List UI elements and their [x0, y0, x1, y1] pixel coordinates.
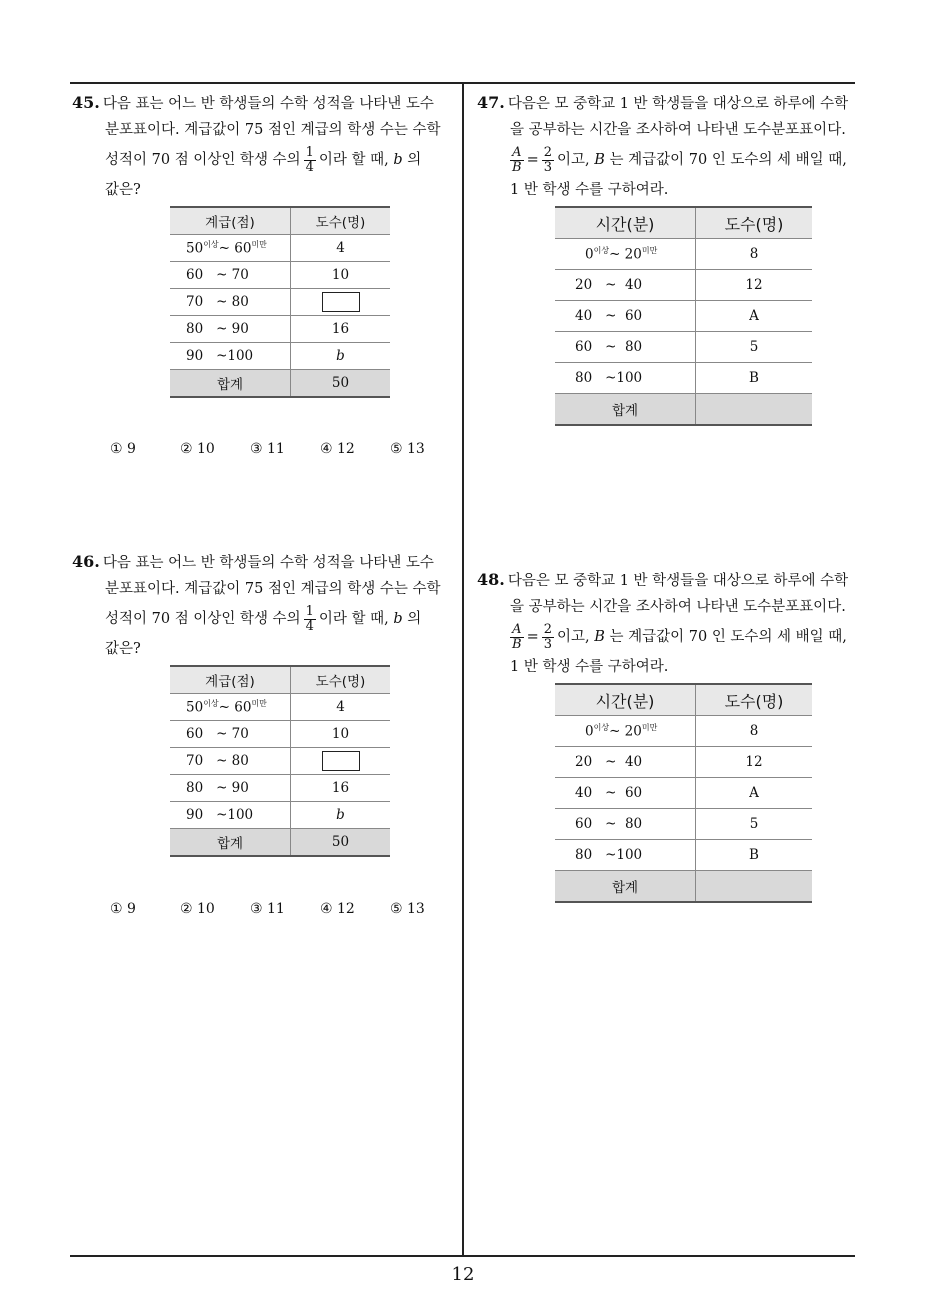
class-cell — [170, 721, 291, 748]
problem-text: 이라 할 때, — [318, 152, 389, 168]
header-frequency: 도수(명) — [696, 207, 813, 239]
table-row — [170, 343, 390, 370]
class-to: 100 — [616, 847, 643, 863]
class-from: 80 — [186, 780, 204, 796]
class-tilde: ~ — [216, 780, 228, 796]
frequency-cell: B — [696, 840, 813, 871]
frequency-cell — [291, 748, 391, 775]
class-to: 100 — [227, 807, 254, 823]
total-label: 합계 — [555, 871, 696, 903]
frequency-cell: 4 — [291, 235, 391, 262]
problem-47-line-4 — [477, 177, 862, 203]
fraction — [542, 623, 554, 652]
fraction — [304, 146, 316, 175]
class-tilde: ~ — [216, 726, 228, 742]
fraction-numerator: 2 — [543, 144, 552, 160]
problem-text: 이고, — [557, 629, 590, 645]
frequency-cell: 12 — [696, 747, 813, 778]
class-from: 70 — [186, 294, 204, 310]
class-tilde: ~ — [216, 321, 228, 337]
table-row — [555, 270, 812, 301]
class-to: 100 — [616, 370, 643, 386]
fraction — [304, 605, 316, 634]
problem-text: 이라 할 때, — [318, 611, 389, 627]
choice-2[interactable]: ② 10 — [180, 901, 215, 917]
problem-text: 을 공부하는 시간을 조사하여 나타낸 도수분포표이다. — [510, 599, 846, 615]
fraction-a-over-b — [510, 623, 524, 652]
problem-48-line-1 — [477, 567, 862, 594]
fraction-denominator: 4 — [305, 159, 314, 175]
class-sup: 미만 — [251, 699, 267, 709]
class-sup: 미만 — [641, 246, 658, 256]
class-cell — [555, 716, 696, 747]
frequency-cell: b — [291, 343, 391, 370]
class-cell — [555, 363, 696, 394]
frequency-cell: 5 — [696, 809, 813, 840]
class-to: 70 — [231, 267, 249, 283]
problem-46-line-4 — [72, 636, 457, 662]
table-row — [555, 239, 812, 270]
class-tilde: ~ — [605, 754, 617, 770]
class-cell — [555, 778, 696, 809]
header-frequency: 도수(명) — [696, 684, 813, 716]
header-class: 시간(분) — [555, 684, 696, 716]
class-cell — [555, 332, 696, 363]
variable: b — [393, 611, 403, 627]
table-row — [555, 363, 812, 394]
class-to: 100 — [227, 348, 254, 364]
class-tilde: ~ — [605, 847, 617, 863]
table-total-row — [170, 370, 390, 398]
class-to: 60 — [624, 785, 643, 801]
frequency-cell: 5 — [696, 332, 813, 363]
fraction-denominator: B — [512, 636, 522, 652]
problem-text: 다음은 모 중학교 1 반 학생들을 대상으로 하루에 수학 — [507, 96, 849, 112]
class-from: 90 — [186, 348, 204, 364]
equals-sign: = — [526, 152, 539, 168]
table-row — [555, 840, 812, 871]
equals-sign: = — [526, 629, 539, 645]
table-row — [170, 289, 390, 316]
class-cell — [170, 316, 291, 343]
class-tilde: ~ — [605, 785, 617, 801]
problem-45-line-4 — [72, 177, 457, 203]
choice-2[interactable]: ② 10 — [180, 441, 215, 457]
frequency-cell: A — [696, 778, 813, 809]
total-value: 50 — [291, 829, 391, 857]
table-row — [170, 316, 390, 343]
class-to: 80 — [624, 816, 643, 832]
problem-text: 1 반 학생 수를 구하여라. — [510, 182, 669, 198]
class-from: 0 — [585, 246, 594, 263]
frequency-cell: 8 — [696, 716, 813, 747]
problem-46-line-3 — [72, 602, 457, 636]
class-from: 60 — [186, 726, 204, 742]
choice-5[interactable]: ⑤ 13 — [390, 441, 425, 457]
problem-number: 45. — [72, 93, 100, 112]
frequency-cell: 8 — [696, 239, 813, 270]
class-from: 60 — [575, 339, 593, 355]
class-tilde: ~ — [605, 308, 617, 324]
header-frequency: 도수(명) — [291, 207, 391, 235]
problem-45 — [72, 90, 457, 203]
problem-text: 1 반 학생 수를 구하여라. — [510, 659, 669, 675]
frequency-cell: 10 — [291, 721, 391, 748]
class-from: 50 — [186, 699, 204, 716]
choice-3[interactable]: ③ 11 — [250, 901, 285, 917]
class-tilde: ~ — [216, 267, 228, 283]
class-tilde: ~ — [609, 246, 621, 263]
class-tilde: ~ — [609, 723, 621, 740]
table-row — [170, 694, 390, 721]
total-value — [696, 871, 813, 903]
class-to: 70 — [231, 726, 249, 742]
class-cell — [555, 270, 696, 301]
problem-46-line-2 — [72, 576, 457, 602]
table-row — [170, 775, 390, 802]
table-total-row — [555, 871, 812, 903]
page-number: 12 — [451, 1264, 475, 1285]
problem-text: 다음 표는 어느 반 학생들의 수학 성적을 나타낸 도수 — [102, 96, 434, 112]
class-to: 80 — [624, 339, 643, 355]
header-class: 계급(점) — [170, 207, 291, 235]
choice-5[interactable]: ⑤ 13 — [390, 901, 425, 917]
table-row — [170, 802, 390, 829]
problem-48-line-3 — [477, 620, 862, 654]
frequency-table-48 — [555, 683, 812, 903]
class-from: 70 — [186, 753, 204, 769]
fraction-denominator: 3 — [543, 636, 552, 652]
problem-text: 는 계급값이 70 인 도수의 세 배일 때, — [609, 629, 847, 645]
problem-47-line-2 — [477, 117, 862, 143]
problem-text: 성적이 70 점 이상인 학생 수의 — [105, 152, 301, 168]
problem-48 — [477, 567, 862, 680]
problem-text: 다음 표는 어느 반 학생들의 수학 성적을 나타낸 도수 — [102, 555, 434, 571]
class-cell — [555, 747, 696, 778]
fraction-numerator: A — [510, 146, 524, 161]
choice-1[interactable]: ① 9 — [110, 441, 136, 457]
class-cell — [555, 301, 696, 332]
frequency-cell — [291, 289, 391, 316]
class-tilde: ~ — [216, 294, 228, 310]
fraction-numerator: 1 — [305, 603, 314, 619]
frequency-cell: 10 — [291, 262, 391, 289]
frequency-cell: 4 — [291, 694, 391, 721]
class-from: 20 — [575, 277, 593, 293]
frequency-table-46 — [170, 665, 390, 857]
class-tilde: ~ — [216, 807, 228, 823]
problem-47 — [477, 90, 862, 203]
class-from: 80 — [575, 370, 593, 386]
problem-text: 이고, — [557, 152, 590, 168]
table-row — [555, 332, 812, 363]
header-class: 시간(분) — [555, 207, 696, 239]
problem-text: 값은? — [105, 641, 141, 657]
table-row — [170, 748, 390, 775]
class-to: 80 — [231, 294, 249, 310]
frequency-cell: B — [696, 363, 813, 394]
problem-text: 의 — [407, 152, 422, 168]
bottom-rule — [70, 1255, 855, 1257]
class-to: 40 — [624, 277, 643, 293]
class-cell — [170, 694, 291, 721]
problem-text: 값은? — [105, 182, 141, 198]
problem-47-line-1 — [477, 90, 862, 117]
class-tilde: ~ — [605, 816, 617, 832]
problem-45-line-2 — [72, 117, 457, 143]
answer-choices-46 — [110, 901, 460, 917]
class-to: 40 — [624, 754, 643, 770]
class-from: 90 — [186, 807, 204, 823]
frequency-cell: 16 — [291, 775, 391, 802]
class-from: 80 — [575, 847, 593, 863]
table-row — [555, 778, 812, 809]
class-to: 80 — [231, 753, 249, 769]
frequency-cell: A — [696, 301, 813, 332]
table-total-row — [170, 829, 390, 857]
class-cell — [170, 262, 291, 289]
table-row — [555, 809, 812, 840]
choice-4[interactable]: ④ 12 — [320, 441, 355, 457]
class-sup: 미만 — [641, 723, 658, 733]
class-cell — [170, 802, 291, 829]
class-to: 20 — [624, 723, 642, 740]
problem-text: 분포표이다. 계급값이 75 점인 계급의 학생 수는 수학 — [105, 122, 441, 138]
table-header-row — [555, 684, 812, 716]
problem-text: 을 공부하는 시간을 조사하여 나타낸 도수분포표이다. — [510, 122, 846, 138]
table-row — [170, 721, 390, 748]
variable: b — [393, 152, 403, 168]
class-cell — [170, 748, 291, 775]
problem-47-line-3 — [477, 143, 862, 177]
problem-text: 분포표이다. 계급값이 75 점인 계급의 학생 수는 수학 — [105, 581, 441, 597]
class-from: 60 — [575, 816, 593, 832]
class-from: 20 — [575, 754, 593, 770]
fraction-denominator: 3 — [543, 159, 552, 175]
class-to: 60 — [234, 699, 252, 716]
class-cell — [170, 775, 291, 802]
class-cell — [555, 239, 696, 270]
blank-answer-box — [322, 751, 360, 771]
fraction-numerator: 2 — [543, 621, 552, 637]
problem-text: 다음은 모 중학교 1 반 학생들을 대상으로 하루에 수학 — [507, 573, 849, 589]
frequency-cell: 16 — [291, 316, 391, 343]
column-divider — [462, 83, 464, 1256]
class-tilde: ~ — [605, 370, 617, 386]
class-sup: 이상 — [593, 246, 610, 256]
table-row — [555, 716, 812, 747]
problem-text: 의 — [407, 611, 422, 627]
problem-45-line-3 — [72, 143, 457, 177]
class-tilde: ~ — [605, 339, 617, 355]
class-from: 0 — [585, 723, 594, 740]
class-sup: 이상 — [593, 723, 610, 733]
frequency-cell: 12 — [696, 270, 813, 301]
class-cell — [170, 343, 291, 370]
class-tilde: ~ — [216, 753, 228, 769]
problem-48-line-4 — [477, 654, 862, 680]
table-header-row — [170, 666, 390, 694]
class-tilde: ~ — [216, 348, 228, 364]
class-sup: 이상 — [203, 240, 219, 250]
class-tilde: ~ — [218, 240, 230, 257]
fraction — [542, 146, 554, 175]
class-to: 90 — [231, 780, 249, 796]
class-cell — [555, 809, 696, 840]
table-row — [555, 301, 812, 332]
class-to: 60 — [234, 240, 252, 257]
answer-choices-45 — [110, 441, 460, 457]
table-header-row — [555, 207, 812, 239]
choice-1[interactable]: ① 9 — [110, 901, 136, 917]
fraction-numerator: A — [510, 623, 524, 638]
blank-answer-box — [322, 292, 360, 312]
total-label: 합계 — [170, 370, 291, 398]
class-from: 60 — [186, 267, 204, 283]
fraction-denominator: 4 — [305, 618, 314, 634]
class-to: 60 — [624, 308, 643, 324]
table-total-row — [555, 394, 812, 426]
fraction-a-over-b — [510, 146, 524, 175]
class-tilde: ~ — [218, 699, 230, 716]
variable: B — [594, 152, 605, 168]
class-cell — [555, 840, 696, 871]
problem-48-line-2 — [477, 594, 862, 620]
class-sup: 이상 — [203, 699, 219, 709]
class-to: 20 — [624, 246, 642, 263]
frequency-table-47 — [555, 206, 812, 426]
frequency-cell: b — [291, 802, 391, 829]
table-row — [555, 747, 812, 778]
total-value — [696, 394, 813, 426]
problem-46-line-1 — [72, 549, 457, 576]
total-label: 합계 — [170, 829, 291, 857]
problem-number: 46. — [72, 552, 100, 571]
fraction-numerator: 1 — [305, 144, 314, 160]
problem-number: 47. — [477, 93, 505, 112]
class-from: 40 — [575, 308, 593, 324]
fraction-denominator: B — [512, 159, 522, 175]
problem-text: 성적이 70 점 이상인 학생 수의 — [105, 611, 301, 627]
total-value: 50 — [291, 370, 391, 398]
header-class: 계급(점) — [170, 666, 291, 694]
choice-4[interactable]: ④ 12 — [320, 901, 355, 917]
class-tilde: ~ — [605, 277, 617, 293]
problem-text: 는 계급값이 70 인 도수의 세 배일 때, — [609, 152, 847, 168]
variable: B — [594, 629, 605, 645]
choice-3[interactable]: ③ 11 — [250, 441, 285, 457]
table-header-row — [170, 207, 390, 235]
problem-46 — [72, 549, 457, 662]
class-from: 80 — [186, 321, 204, 337]
total-label: 합계 — [555, 394, 696, 426]
problem-45-line-1 — [72, 90, 457, 117]
class-to: 90 — [231, 321, 249, 337]
class-cell — [170, 289, 291, 316]
table-row — [170, 262, 390, 289]
class-cell — [170, 235, 291, 262]
class-from: 50 — [186, 240, 204, 257]
class-sup: 미만 — [251, 240, 267, 250]
class-from: 40 — [575, 785, 593, 801]
frequency-table-45 — [170, 206, 390, 398]
problem-number: 48. — [477, 570, 505, 589]
table-row — [170, 235, 390, 262]
header-frequency: 도수(명) — [291, 666, 391, 694]
